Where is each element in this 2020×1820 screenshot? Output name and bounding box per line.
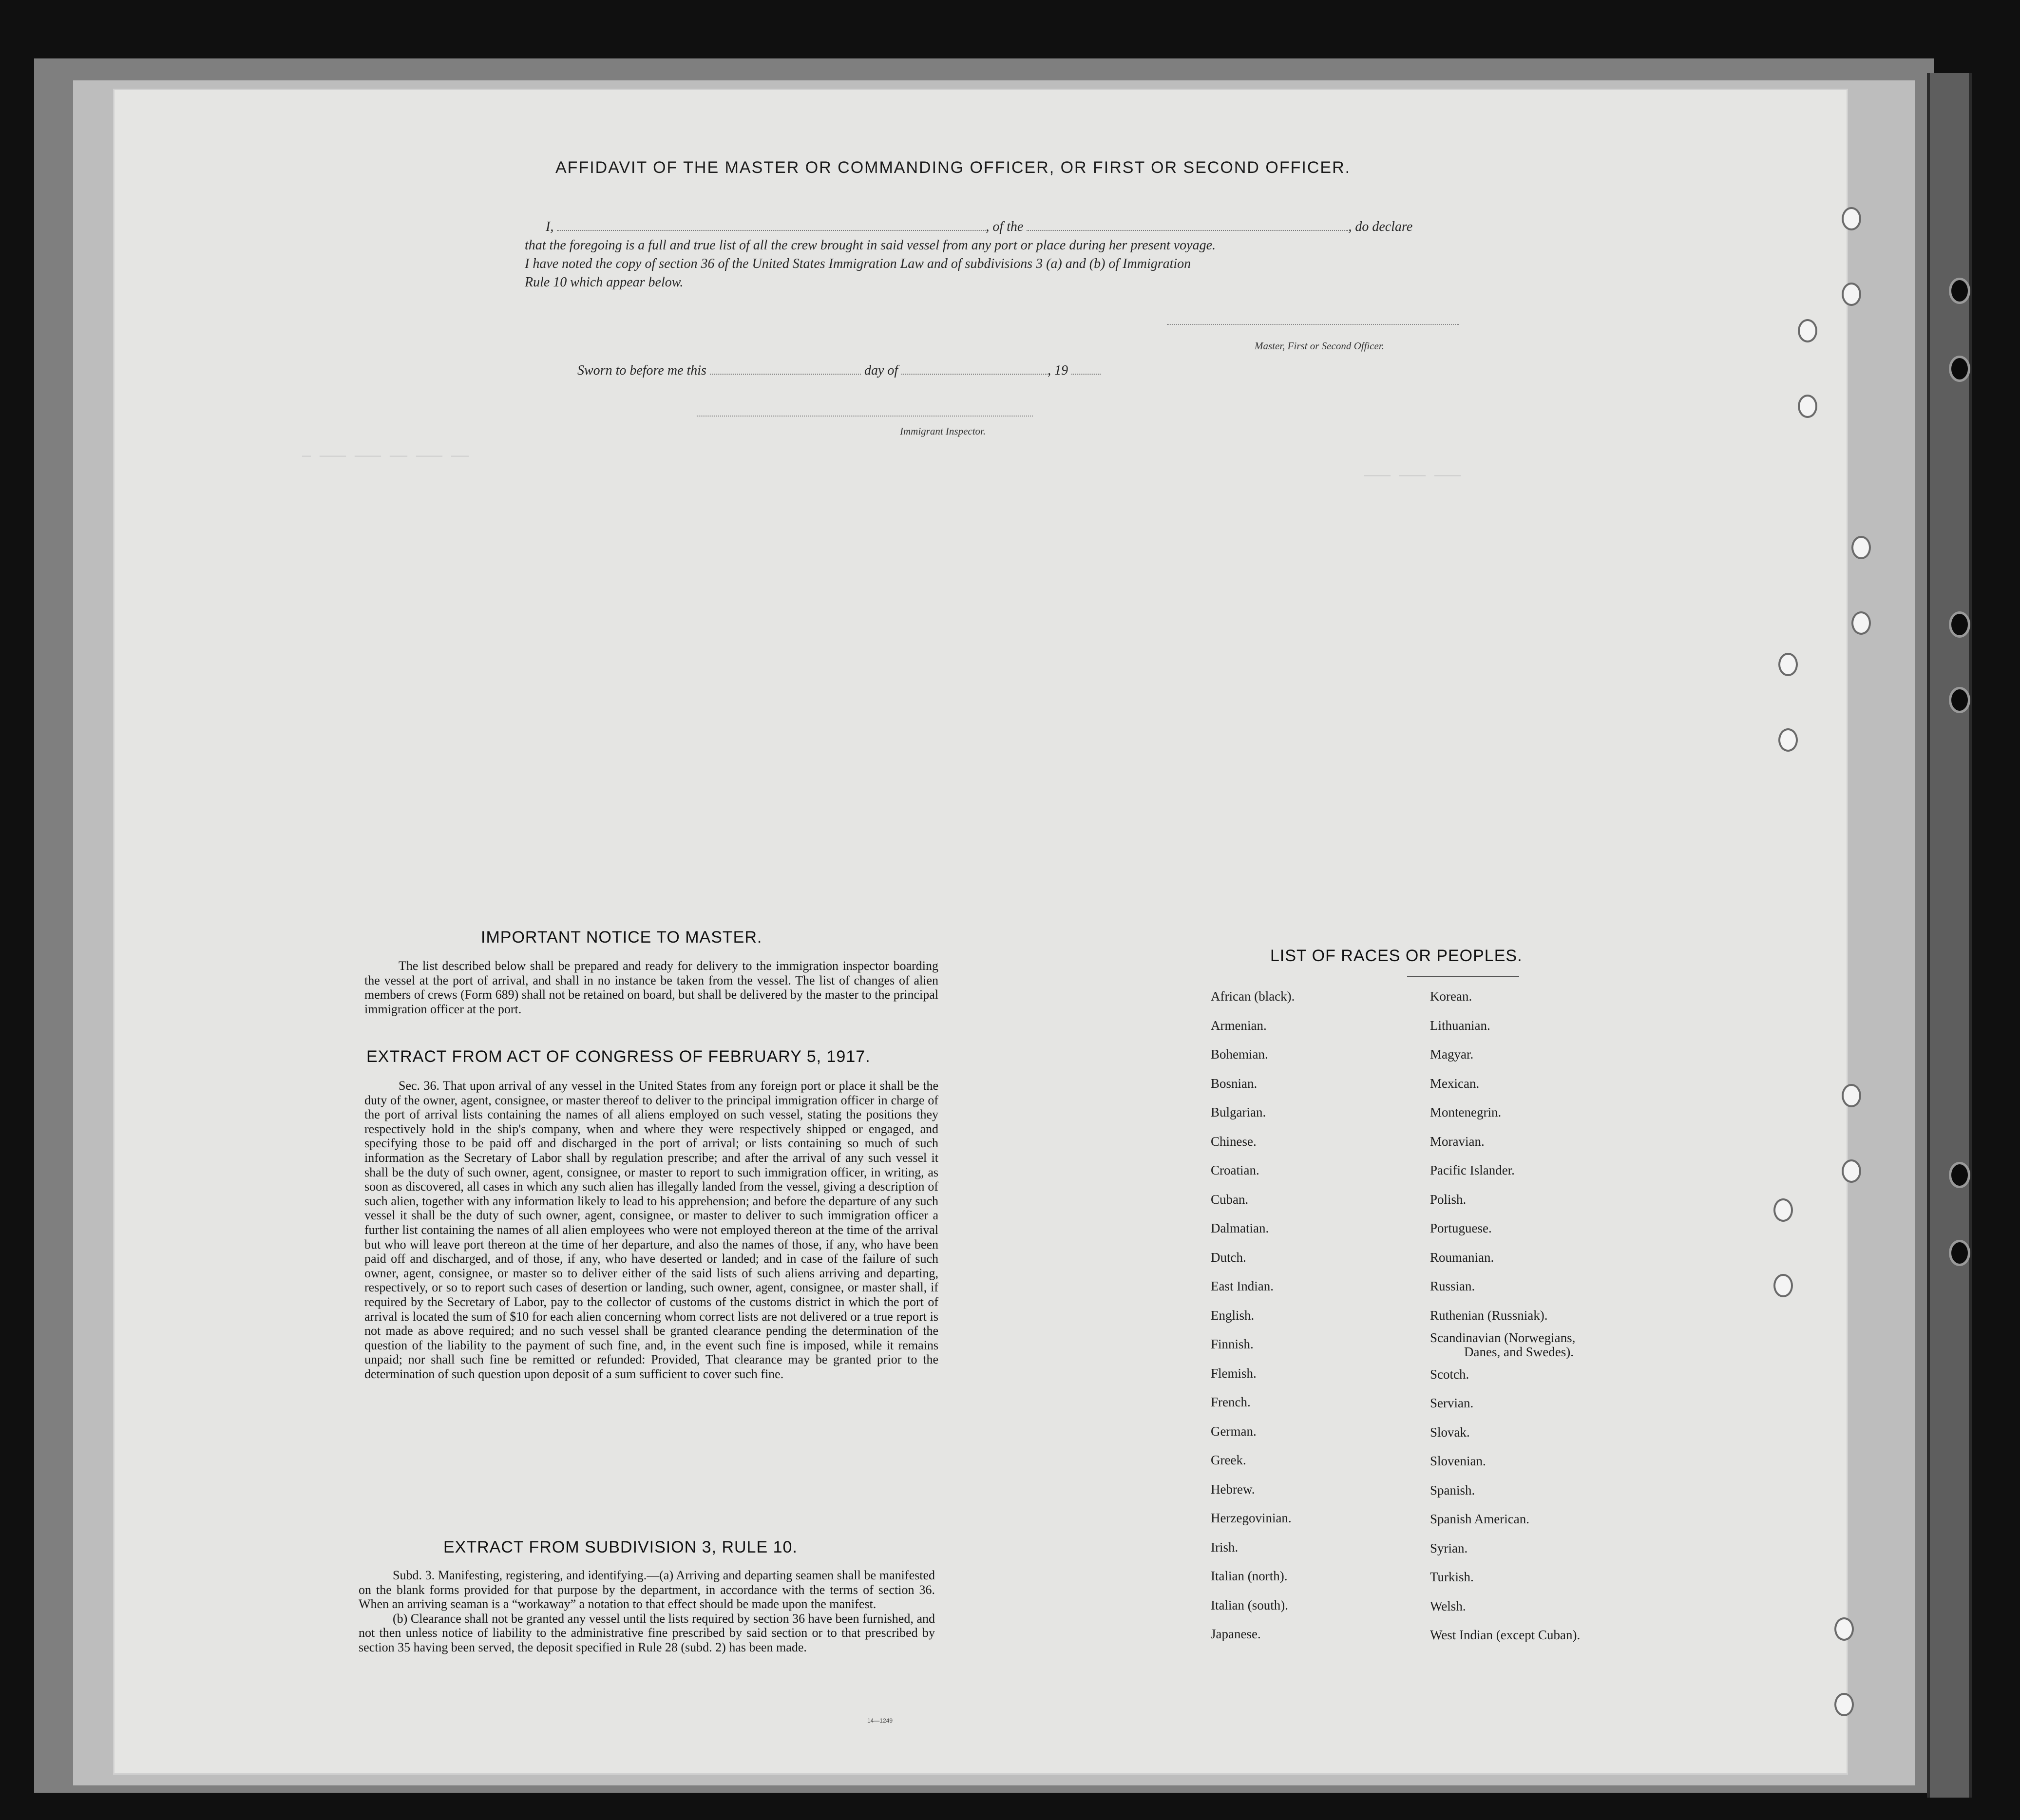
races-right-column [1430,982,1580,1650]
race-item: Dutch. [1211,1250,1246,1265]
race-item: English. [1211,1308,1255,1323]
race-item: Finnish. [1211,1337,1254,1351]
races-left-column [1211,982,1295,1649]
race-item: Moravian. [1430,1134,1485,1149]
race-item: Japanese. [1211,1627,1261,1641]
race-item: African (black). [1211,989,1295,1004]
race-item: Russian. [1430,1279,1475,1293]
punch-hole [1798,319,1817,342]
race-item: East Indian. [1211,1279,1274,1293]
race-item: Cuban. [1211,1192,1249,1207]
race-item: Hebrew. [1211,1481,1255,1497]
form-page [114,90,1847,1773]
rule-extract-paragraph-a: Subd. 3. Manifesting, registering, and identifying.—(a) Arriving and departing seamen shall be manifested on the blank forms provided for that purpose by the department, in accordance with the terms of section 36. When an arriving seaman is a “workaway” a notation to that effect should be made upon the manifest. [359,1568,935,1611]
race-item: Montenegrin. [1430,1105,1502,1119]
bleed-through: ——— ——— ——— [1364,468,1461,484]
binder-hole [1949,1240,1970,1266]
race-item: Bulgarian. [1211,1105,1266,1119]
rule-extract-paragraph-b: (b) Clearance shall not be granted any vessel until the lists required by section 36 have been furnished, and not then unless notice of liability to the administrative fine prescribed by said section or to that prescribed by section 35 having been served, the deposit specified in Rule 28 (subd. 2) has been made. [359,1611,935,1654]
race-item: Irish. [1211,1539,1239,1555]
race-item: Chinese. [1211,1134,1257,1149]
binder-hole [1949,356,1970,382]
race-item: Croatian. [1211,1163,1259,1177]
race-item: Lithuanian. [1430,1018,1490,1033]
punch-hole [1778,653,1798,676]
declare-label: , do declare [1348,219,1413,234]
race-item: West Indian (except Cuban). [1430,1628,1581,1642]
notice-paragraph: The list described below shall be prepared and ready for delivery to the immigration inspector boarding the vessel at the port of arrival, and shall in no instance be taken from the vessel. The list of changes of alien members of crews (Form 689) shall not be retained on board, but shall be delivered by the master to the principal immigration officer at the port. [364,959,938,1016]
vessel-name-blank[interactable] [1027,230,1348,231]
punch-hole [1842,1159,1861,1183]
inspector-label: Immigrant Inspector. [900,425,986,437]
bleed-through: — ——— ——— —— ——— —— [302,448,469,465]
race-item: Mexican. [1430,1076,1480,1091]
master-signature-line[interactable] [1167,324,1459,325]
race-item: German. [1211,1423,1257,1439]
race-item: Armenian. [1211,1018,1267,1033]
binder-hole [1949,687,1970,713]
race-item: Italian (north). [1211,1569,1288,1583]
sworn-day-blank[interactable] [710,374,861,375]
act-extract-paragraph: Sec. 36. That upon arrival of any vessel in the United States from any foreign port or place it shall be the duty of the owner, agent, consignee, or master thereof to deliver to the principal immigration officer in charge of the port of arrival lists containing the names of all aliens employed on such vessel, stating the positions they respectively hold in the ship's company, when and where they were respectively shipped or engaged, and specifying those to be paid off and discharged in the port of arrival; or lists containing so much of such information as the Secretary of Labor shall by regulation prescribe; and after the arrival of any such vessel it shall be the duty of such owner, agent, consignee, or master to report to such immigration officer, in writing, as soon as discovered, all cases in which any such alien has illegally landed from the vessel, giving a description of such alien, together with any information likely to lead to his apprehension; and before the departure of any such vessel it shall be the duty of such owner, agent, consignee, or master to deliver to such immigration officer a further list containing the names of all alien employees who were not employed thereon at the time of the arrival but who will leave port thereon at the time of her departure, and also the names of those, if any, who have been paid off and discharged, and of those, if any, who have deserted or landed; and in case of the failure of such owner, agent, consignee, or master so to deliver either of the said lists of such aliens arriving and departing, respectively, or so to report such cases of desertion or landing, such owner, agent, consignee, or master shall, if required by the Secretary of Labor, pay to the collector of customs of the customs district in which the port of arrival is located the sum of $10 for each alien concerning whom correct lists are not delivered or a true report is not made as above required; and no such vessel shall be granted clearance pending the determination of the question of the liability to the payment of such fine, and, in the event such fine is imposed, while it remains unpaid; nor shall such fine be remitted or refunded: Provided, That clearance may be granted prior to the determination of such question upon deposit of a sum sufficient to cover such fine. [364,1079,938,1381]
act-extract-text [364,1079,938,1381]
punch-hole [1834,1693,1854,1716]
punch-hole [1851,536,1871,559]
race-item: Servian. [1430,1396,1474,1410]
race-item: Bosnian. [1211,1076,1258,1091]
day-of-label: day of [864,363,898,378]
race-item: Magyar. [1430,1047,1474,1062]
act-extract-title: EXTRACT FROM ACT OF CONGRESS OF FEBRUARY 5, 1917. [366,1047,871,1066]
race-item: Bohemian. [1211,1047,1268,1062]
punch-hole [1842,283,1861,306]
declarant-line [546,219,1412,235]
rule-extract-text [359,1568,935,1655]
race-item: Welsh. [1430,1598,1466,1613]
punch-hole [1851,611,1871,635]
race-item: Pacific Islander. [1430,1163,1515,1177]
race-item-line-2: Danes, and Swedes). [1464,1345,1574,1359]
punch-hole [1842,1084,1861,1107]
race-item: Roumanian. [1430,1250,1494,1265]
race-item: Polish. [1430,1192,1467,1207]
race-item: Korean. [1430,989,1472,1004]
races-title: LIST OF RACES OR PEOPLES. [1270,947,1523,965]
race-item: Dalmatian. [1211,1221,1269,1235]
sworn-month-blank[interactable] [901,374,1048,375]
punch-hole [1842,207,1861,230]
binder-hole [1949,1162,1970,1188]
race-item: Greek. [1211,1453,1246,1467]
race-item: Turkish. [1430,1570,1474,1584]
notice-text [364,959,938,1016]
race-item: Herzegovinian. [1211,1511,1292,1525]
punch-hole [1778,728,1798,752]
race-item: Scotch. [1430,1366,1469,1382]
punch-hole [1773,1198,1793,1222]
sworn-year-blank[interactable] [1071,374,1101,375]
punch-hole [1773,1274,1793,1297]
inspector-signature-line[interactable] [697,416,1033,417]
race-item: Italian (south). [1211,1597,1288,1612]
races-title-underline [1407,976,1519,977]
form-number: 14—1249 [867,1717,893,1724]
punch-hole [1834,1617,1854,1641]
race-item-line-1: Scandinavian (Norwegians, [1430,1330,1576,1345]
of-the-label: , of the [986,219,1024,234]
race-item: Slovenian. [1430,1454,1486,1468]
affidavit-line-4: Rule 10 which appear below. [525,275,684,290]
sworn-line [577,363,1101,379]
notice-title: IMPORTANT NOTICE TO MASTER. [481,928,762,947]
pronoun-label: I, [546,219,554,234]
race-item: Slovak. [1430,1424,1470,1440]
binder-hole [1949,278,1970,304]
race-item: French. [1211,1395,1251,1409]
race-item: Flemish. [1211,1365,1257,1381]
master-signature-label: Master, First or Second Officer. [1255,340,1384,352]
affidavit-title: AFFIDAVIT OF THE MASTER OR COMMANDING OFFICER, OR FIRST OR SECOND OFFICER. [555,158,1351,177]
binder-hole [1949,611,1970,638]
race-item: Ruthenian (Russniak). [1430,1308,1548,1323]
declarant-name-blank[interactable] [557,230,986,231]
rule-extract-title: EXTRACT FROM SUBDIVISION 3, RULE 10. [443,1538,798,1556]
affidavit-line-2: that the foregoing is a full and true list of all the crew brought in said vessel from any port or place during her present voyage. [525,238,1216,253]
race-item: Portuguese. [1430,1221,1492,1235]
race-item: Syrian. [1430,1540,1468,1555]
affidavit-line-3: I have noted the copy of section 36 of the United States Immigration Law and of subdivisions 3 (a) and (b) of Immigration [525,256,1191,271]
punch-hole [1798,395,1817,418]
race-item-multiline [1430,1330,1580,1360]
year-prefix-label: , 19 [1048,363,1068,378]
race-item: Spanish. [1430,1482,1475,1498]
race-item: Spanish American. [1430,1512,1529,1526]
sworn-label: Sworn to before me this [577,363,706,378]
binder-spine [1927,73,1972,1798]
